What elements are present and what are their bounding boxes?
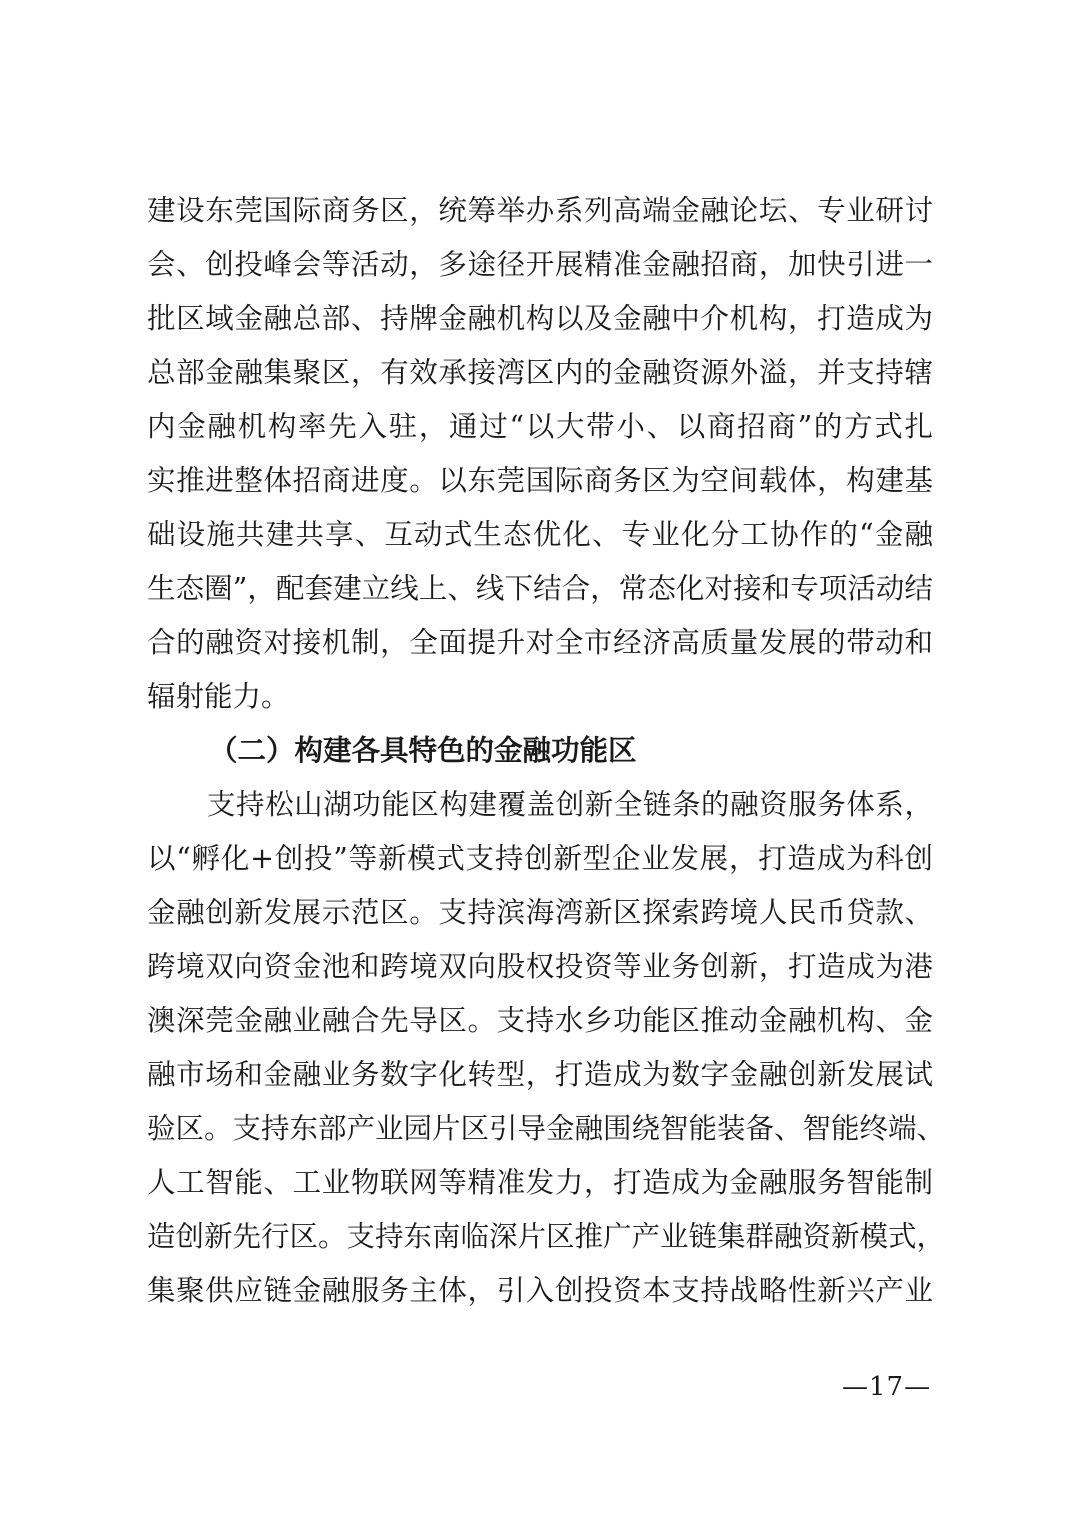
text-line: 造创新先行区。支持东南临深片区推广产业链集群融资新模式，	[147, 1220, 946, 1253]
text-line: 人工智能、工业物联网等精准发力，打造成为金融服务智能制	[147, 1166, 933, 1199]
text-line: 集聚供应链金融服务主体，引入创投资本支持战略性新兴产业	[147, 1274, 933, 1307]
section-heading: （二）构建各具特色的金融功能区	[209, 734, 637, 767]
text-line: 批区域金融总部、持牌金融机构以及金融中介机构，打造成为	[147, 302, 933, 335]
text-line: 总部金融集聚区，有效承接湾区内的金融资源外溢，并支持辖	[147, 356, 933, 389]
text-line: 实推进整体招商进度。以东莞国际商务区为空间载体，构建基	[147, 464, 933, 497]
text-line: 澳深莞金融业融合先导区。支持水乡功能区推动金融机构、金	[147, 1004, 933, 1037]
text-line: 支持松山湖功能区构建覆盖创新全链条的融资服务体系，	[207, 788, 933, 821]
document-body	[147, 190, 946, 1324]
text-line: 验区。支持东部产业园片区引导金融围绕智能装备、智能终端、	[147, 1112, 946, 1145]
text-line: 生态圈”，配套建立线上、线下结合，常态化对接和专项活动结	[147, 572, 933, 605]
text-line: 建设东莞国际商务区，统筹举办系列高端金融论坛、专业研讨	[147, 194, 933, 227]
text-line: 以“孵化+创投”等新模式支持创新型企业发展，打造成为科创	[147, 842, 933, 875]
text-line: 跨境双向资金池和跨境双向股权投资等业务创新，打造成为港	[147, 950, 933, 983]
text-line: 辐射能力。	[147, 680, 290, 713]
paragraph-2	[147, 784, 946, 1324]
text-line: 会、创投峰会等活动，多途径开展精准金融招商，加快引进一	[147, 248, 933, 281]
text-line: 内金融机构率先入驻，通过“以大带小、以商招商”的方式扎	[147, 410, 933, 443]
page-number: —17—	[842, 1372, 932, 1402]
text-line: 融市场和金融业务数字化转型，打造成为数字金融创新发展试	[147, 1058, 933, 1091]
paragraph-1	[147, 190, 933, 730]
text-line: 金融创新发展示范区。支持滨海湾新区探索跨境人民币贷款、	[147, 896, 933, 929]
text-line: 础设施共建共享、互动式生态优化、专业化分工协作的“金融	[147, 518, 933, 551]
text-line: 合的融资对接机制，全面提升对全市经济高质量发展的带动和	[147, 626, 933, 659]
